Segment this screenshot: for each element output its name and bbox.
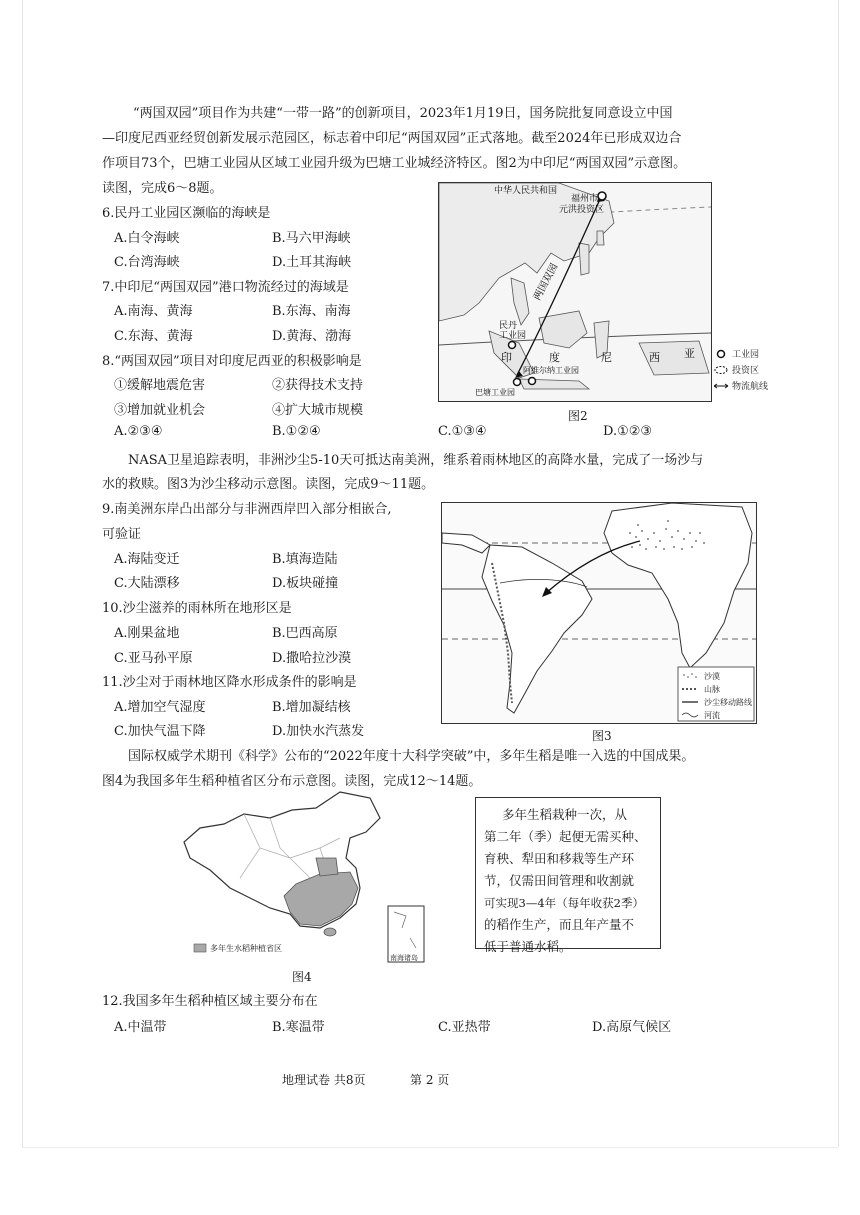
question-11-stem: 11.沙尘对于雨林地区降水形成条件的影响是 <box>102 675 357 690</box>
intro1-line2: —印度尼西亚经贸创新发展示范园区，标志着中印尼“两国双园”正式落地。截至2024年已形成双边合 <box>102 131 682 146</box>
batang-park-marker <box>514 379 521 386</box>
q6-option-b[interactable]: B.马六甲海峡 <box>272 231 351 246</box>
intro2-line1: NASA卫星追踪表明，非洲沙尘5-10天可抵达南美洲，维系着雨林地区的高降水量，完成了一场沙与 <box>128 453 704 468</box>
philippines <box>579 243 589 275</box>
legend-rice-swatch <box>194 944 206 952</box>
figure-4-map <box>180 788 440 964</box>
figure-2-legend <box>714 346 794 396</box>
malay-peninsula <box>511 278 529 325</box>
figure-3-svg <box>442 503 756 723</box>
legend-park-icon <box>718 351 725 358</box>
note-line-1: 多年生稻栽种一次，从 <box>502 807 628 822</box>
q10-option-a[interactable]: A.刚果盆地 <box>114 626 180 641</box>
question-12-stem: 12.我国多年生稻种植区域主要分布在 <box>102 994 318 1009</box>
intro1-line4: 读图，完成6～8题。 <box>102 181 223 196</box>
label-xi: 西 <box>649 351 660 364</box>
q9-option-c[interactable]: C.大陆漂移 <box>114 576 180 591</box>
figure-2-svg <box>439 183 711 401</box>
inset-label: 南海诸岛 <box>390 954 418 962</box>
page-edge-right <box>838 0 839 1147</box>
page-edge-left <box>22 0 23 1147</box>
legend-river: 河流 <box>704 711 720 720</box>
q8-item-3: ③增加就业机会 <box>114 403 206 418</box>
question-7-stem: 7.中印尼“两国双园”港口物流经过的海域是 <box>102 280 349 295</box>
q10-option-c[interactable]: C.亚马孙平原 <box>114 651 193 666</box>
q7-option-b[interactable]: B.东海、南海 <box>272 304 351 319</box>
intro3-line2: 图4为我国多年生稻种植省区分布示意图。读图，完成12～14题。 <box>102 774 482 789</box>
figure-3-map <box>441 502 757 724</box>
q8-option-b[interactable]: B.①②④ <box>272 424 321 439</box>
legend-zone: 投资区 <box>732 366 760 376</box>
legend-desert: 沙漠 <box>704 672 720 681</box>
bintan-park-marker <box>509 342 516 349</box>
note-line-5: 可实现3—4年（每年收获2季） <box>484 896 644 910</box>
note-line-6: 的稻作生产，而且年产量不 <box>484 917 635 932</box>
note-line-2: 第二年（季）起便无需买种、 <box>484 829 647 844</box>
legend-rice: 多年生水稻种植省区 <box>210 944 282 953</box>
question-8-stem: 8.“两国双园”项目对印度尼西亚的积极影响是 <box>102 354 362 369</box>
perennial-rice-note <box>475 797 661 954</box>
note-line-7: 低于普通水稻。 <box>484 939 572 954</box>
figure-2-map <box>438 182 712 402</box>
taiwan <box>597 231 604 245</box>
label-aviarna: 阿维尔纳工业园 <box>523 366 579 375</box>
q6-option-a[interactable]: A.白令海峡 <box>114 231 180 246</box>
note-line-4: 节，仅需田间管理和收割就 <box>484 873 635 888</box>
legend-dust-route: 沙尘移动路线 <box>704 698 752 707</box>
q8-option-a[interactable]: A.②③④ <box>114 424 163 439</box>
fuzhou-yuanhong-marker <box>598 192 606 200</box>
label-ni: 尼 <box>601 351 612 364</box>
q9-option-b[interactable]: B.填海造陆 <box>272 552 338 567</box>
note-line-3: 育秧、犁田和移栽等生产环 <box>484 851 635 866</box>
china-outline <box>184 792 380 928</box>
q12-option-a[interactable]: A.中温带 <box>114 1020 167 1035</box>
label-bintan-park: 工业园 <box>499 331 527 341</box>
question-6-stem: 6.民丹工业园区濒临的海峡是 <box>102 206 271 221</box>
q9-option-d[interactable]: D.板块碰撞 <box>272 576 339 591</box>
label-ya: 亚 <box>684 347 695 360</box>
label-batang: 巴塘工业园 <box>475 388 515 397</box>
q6-option-d[interactable]: D.土耳其海峡 <box>272 255 352 270</box>
q9-option-a[interactable]: A.海陆变迁 <box>114 552 180 567</box>
label-china: 中华人民共和国 <box>494 186 558 196</box>
question-10-stem: 10.沙尘滋养的雨林所在地形区是 <box>102 601 292 616</box>
q12-option-b[interactable]: B.寒温带 <box>272 1020 325 1035</box>
label-route: 两国双园 <box>531 261 561 303</box>
footer-total-pages: 地理试卷 共8页 <box>282 1073 366 1087</box>
legend-route-icon <box>714 384 728 388</box>
central-america <box>442 533 490 553</box>
q8-item-4: ④扩大城市规模 <box>272 403 364 418</box>
label-yin: 印 <box>501 351 512 364</box>
q11-option-b[interactable]: B.增加凝结核 <box>272 700 351 715</box>
q8-option-d[interactable]: D.①②③ <box>603 424 653 439</box>
q8-option-c[interactable]: C.①③④ <box>438 424 487 439</box>
q8-item-1: ①缓解地震危害 <box>114 378 206 393</box>
q7-option-d[interactable]: D.黄海、渤海 <box>272 329 352 344</box>
q8-item-2: ②获得技术支持 <box>272 378 364 393</box>
legend-zone-icon <box>715 367 727 374</box>
legend-mountain: 山脉 <box>704 685 720 694</box>
q10-option-b[interactable]: B.巴西高原 <box>272 626 338 641</box>
label-du: 度 <box>549 351 560 364</box>
aviarna-park-marker <box>529 378 536 385</box>
label-bintan: 民丹 <box>499 321 518 331</box>
intro3-line1: 国际权威学术期刊《科学》公布的“2022年度十大科学突破”中，多年生稻是唯一入选的中国成果。 <box>128 749 695 764</box>
q12-option-d[interactable]: D.高原气候区 <box>592 1020 672 1035</box>
figure-4-svg <box>180 788 440 964</box>
label-yuanhong: 元洪投资区 <box>559 205 605 215</box>
intro1-line1: “两国双园”项目作为共建“一带一路”的创新项目，2023年1月19日，国务院批复同意设立中国 <box>133 106 673 121</box>
legend-park: 工业园 <box>732 350 760 360</box>
question-9-stem-cont: 可验证 <box>102 527 142 542</box>
perennial-rice-province-north <box>316 858 338 876</box>
figure-3-caption: 图3 <box>592 729 612 743</box>
q11-option-a[interactable]: A.增加空气湿度 <box>114 700 206 715</box>
figure-4-caption: 图4 <box>292 970 312 984</box>
q11-option-d[interactable]: D.加快水汽蒸发 <box>272 724 365 739</box>
africa <box>604 503 752 668</box>
intro1-line3: 作项目73个，巴塘工业园从区域工业园升级为巴塘工业城经济特区。图2为中印尼“两国双园”示意图。 <box>102 156 687 171</box>
legend-route: 物流航线 <box>732 382 769 392</box>
label-fuzhou: 福州市 <box>571 194 599 204</box>
q12-option-c[interactable]: C.亚热带 <box>438 1020 491 1035</box>
q7-option-a[interactable]: A.南海、黄海 <box>114 304 193 319</box>
q11-option-c[interactable]: C.加快气温下降 <box>114 724 206 739</box>
q10-option-d[interactable]: D.撒哈拉沙漠 <box>272 651 352 666</box>
question-9-stem: 9.南美洲东岸凸出部分与非洲西岸凹入部分相嵌合, <box>102 502 392 517</box>
footer-page-number: 第 2 页 <box>410 1073 450 1087</box>
q7-option-c[interactable]: C.东海、黄海 <box>114 329 193 344</box>
q6-option-c[interactable]: C.台湾海峡 <box>114 255 180 270</box>
intro2-line2: 水的救赎。图3为沙尘移动示意图。读图，完成9～11题。 <box>102 477 435 492</box>
figure-2-caption: 图2 <box>568 409 588 423</box>
hainan-island <box>324 928 336 936</box>
page-edge-bottom <box>22 1147 838 1148</box>
